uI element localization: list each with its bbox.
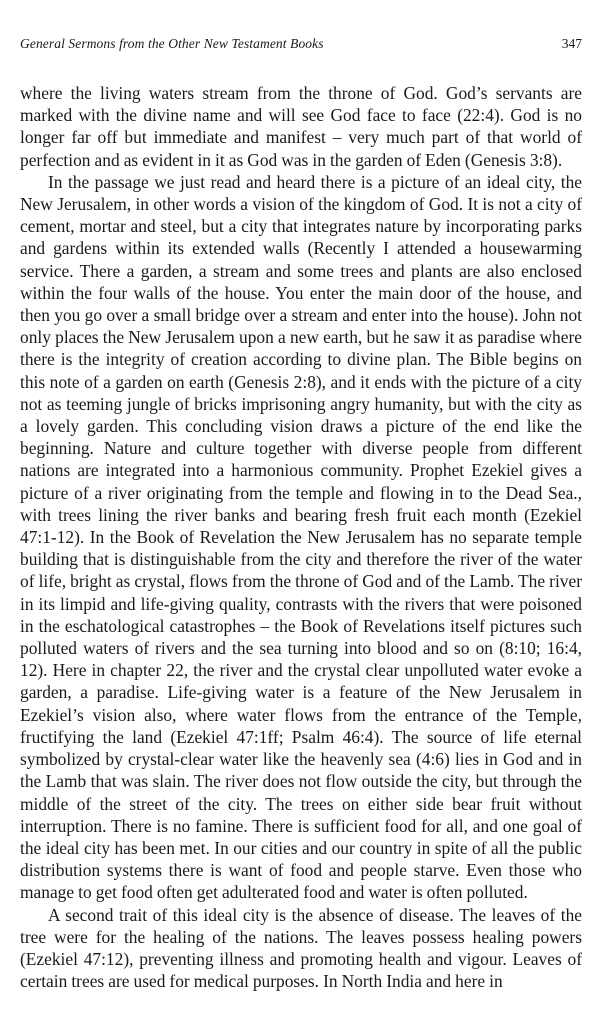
book-page bbox=[20, 0, 582, 1011]
paragraph-continuation: where the living waters stream from the throne of God. God’s servants are marked with the divine name and will see God face to face (22:4). God is no longer far off but immediate and manifest – very much part of that world of perfection and as evident in it as God was in the garden of Eden (Genesis 3:8). bbox=[20, 83, 582, 170]
running-header-title: General Sermons from the Other New Testament Books bbox=[20, 36, 324, 51]
page-number: 347 bbox=[561, 36, 582, 51]
running-header bbox=[20, 36, 582, 58]
paragraph-absence-of-disease: A second trait of this ideal city is the absence of disease. The leaves of the tree were for the healing of the nations. The leaves possess healing powers (Ezekiel 47:12), preventing illness and promoting health and vigour. Leaves of certain trees are used for medical purposes. In North India and here in bbox=[20, 904, 582, 992]
body-text bbox=[20, 82, 582, 992]
paragraph-new-jerusalem: In the passage we just read and heard there is a picture of an ideal city, the New Jerusalem, in other words a vision of the kingdom of God. It is not a city of cement, mortar and steel, but a city that integrates nature by incorporating parks and gardens within its extended walls (Recently I attended a housewarming service. There a garden, a stream and some trees and plants are also enclosed within the four walls of the house. You enter the main door of the house, and then you go over a small bridge over a stream and enter into the house). John not only places the New Jerusalem upon a new earth, but he saw it as paradise where there is the integrity of creation according to divine plan. The Bible begins on this note of a garden on earth (Genesis 2:8), and it ends with the picture of a city not as teeming jungle of bricks imprisoning angry humanity, but with the city as a lovely garden. This concluding vision draws a picture of the end like the beginning. Nature and culture together with diverse people from different nations are integrated into a harmonious community. Prophet Ezekiel gives a picture of a river originating from the temple and flowing in to the Dead Sea., with trees lining the river banks and bearing fresh fruit each month (Ezekiel 47:1-12). In the Book of Revelation the New Jerusalem has no separate temple building that is distinguishable from the city and therefore the river of the water of life, bright as crystal, flows from the throne of God and of the Lamb. The river in its limpid and life-giving quality, contrasts with the rivers that were poisoned in the eschatological catastrophes – the Book of Revelations itself pictures such polluted waters of rivers and the sea turning into blood and so on (8:10; 16:4, 12). Here in chapter 22, the river and the crystal clear unpolluted water evoke a garden, a paradise. Life-giving water is a feature of the New Jerusalem in Ezekiel’s vision also, where water flows from the entrance of the Temple, fructifying the land (Ezekiel 47:1ff; Psalm 46:4). The source of life eternal symbolized by crystal-clear water like the heavenly sea (4:6) lies in God and in the Lamb that was slain. The river does not flow outside the city, but through the middle of the street of the city. The trees on either side bear fruit without interruption. There is no famine. There is sufficient food for all, and one goal of the ideal city has been met. In our cities and our country in spite of all the public distribution systems there is want of food and people starve. Even those who manage to get food often get adulterated food and water is often polluted. bbox=[20, 171, 582, 903]
